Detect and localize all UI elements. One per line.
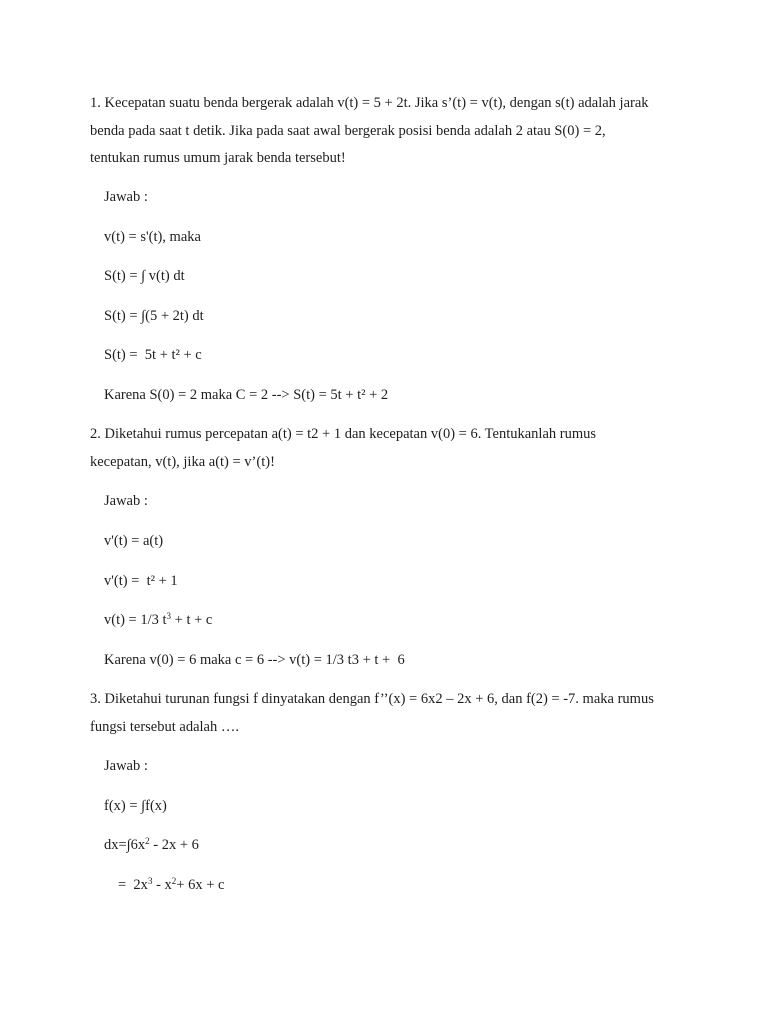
- answer-3-step-1: f(x) = ∫f(x): [104, 798, 167, 814]
- answer-2-step-2: v'(t) = t² + 1: [104, 573, 178, 589]
- question-2-line-1: 2. Diketahui rumus percepatan a(t) = t2 + 1 dan kecepatan v(0) = 6. Tentukanlah rumus: [90, 426, 597, 442]
- answer-3-step-2: $dx=\int 6x^2 - 2x + 6$: [104, 836, 199, 853]
- answer-3-label: Jawab :: [104, 758, 148, 774]
- question-1-line-2: benda pada saat t detik. Jika pada saat awal bergerak posisi benda adalah 2 atau S(0) = 2,: [90, 123, 606, 139]
- answer-2-step-4: Karena v(0) = 6 maka c = 6 --> v(t) = 1/3 t3 + t + 6: [104, 652, 405, 668]
- answer-1-step-5: Karena S(0) = 2 maka C = 2 --> S(t) = 5t + t² + 2: [104, 387, 389, 403]
- answer-3-step-3: = $2x^3 - x^2+ 6x + c$: [118, 876, 225, 893]
- answer-1-step-2: S(t) = ∫ v(t) dt: [104, 268, 185, 284]
- answer-1-step-1: v(t) = s'(t), maka: [104, 229, 201, 245]
- answer-1-label: Jawab :: [104, 189, 148, 205]
- answer-1-step-3: S(t) = ∫(5 + 2t) dt: [104, 308, 204, 324]
- answer-2-label: Jawab :: [104, 493, 148, 509]
- answer-2-step-1: v'(t) = a(t): [104, 533, 164, 549]
- question-2-line-2: kecepatan, v(t), jika a(t) = v’(t)!: [90, 454, 275, 470]
- question-3-line-2: fungsi tersebut adalah ….: [90, 719, 239, 735]
- question-1-line-3: tentukan rumus umum jarak benda tersebut!: [90, 150, 346, 166]
- answer-2-step-3: v(t) = 1/3 $t^3 + t + c$: [104, 611, 213, 628]
- question-3-line-1: 3. Diketahui turunan fungsi f dinyatakan dengan f’’(x) = 6x2 – 2x + 6, dan f(2) = -7. maka rumus: [90, 691, 654, 707]
- answer-1-step-4: S(t) = 5t + t² + c: [104, 347, 202, 363]
- question-1-line-1: 1. Kecepatan suatu benda bergerak adalah v(t) = 5 + 2t. Jika s’(t) = v(t), dengan s(t) adalah jarak: [90, 95, 649, 111]
